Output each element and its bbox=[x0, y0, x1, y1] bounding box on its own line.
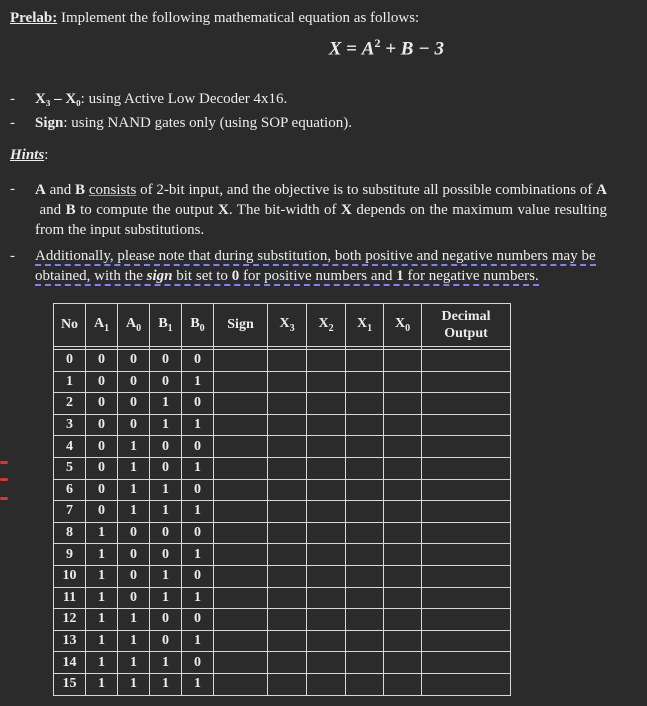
empty-output-cell bbox=[384, 587, 422, 609]
empty-output-cell bbox=[307, 371, 346, 393]
empty-output-cell bbox=[268, 609, 307, 631]
empty-output-cell bbox=[384, 652, 422, 674]
empty-output-cell bbox=[268, 501, 307, 523]
empty-output-cell bbox=[268, 393, 307, 415]
equation-a: A bbox=[361, 38, 375, 60]
equation-rest: + B − 3 bbox=[380, 38, 444, 60]
cell-a0: 0 bbox=[118, 393, 150, 415]
table-row bbox=[54, 587, 511, 609]
empty-output-cell bbox=[346, 630, 384, 652]
cell-a1: 0 bbox=[86, 393, 118, 415]
hint1-x2: X bbox=[341, 202, 352, 218]
hint1-a2: A bbox=[596, 182, 607, 198]
cell-a0: 1 bbox=[118, 630, 150, 652]
empty-output-cell bbox=[422, 479, 511, 501]
empty-output-cell bbox=[346, 371, 384, 393]
hint1-rest4: depends on the maximum value resulting from the input substitutions. bbox=[35, 202, 608, 238]
empty-output-cell bbox=[307, 544, 346, 566]
equation-equals: = bbox=[341, 38, 362, 60]
empty-output-cell bbox=[214, 479, 268, 501]
empty-output-cell bbox=[268, 587, 307, 609]
empty-output-cell bbox=[307, 587, 346, 609]
header-b0: $B_0$ bbox=[182, 304, 214, 347]
hint2-one: 1 bbox=[396, 268, 404, 284]
annotation-mark bbox=[0, 497, 8, 500]
empty-output-cell bbox=[422, 630, 511, 652]
empty-output-cell bbox=[214, 522, 268, 544]
cell-a1: 0 bbox=[86, 457, 118, 479]
cell-b0: 0 bbox=[182, 652, 214, 674]
hint1-b2: B bbox=[65, 202, 76, 218]
empty-output-cell bbox=[214, 350, 268, 372]
hint2-t3: for positive numbers and bbox=[239, 268, 397, 284]
prelab-text: Implement the following mathematical equation as follows: bbox=[57, 10, 420, 26]
table-row bbox=[54, 479, 511, 501]
bullet-dash: - bbox=[10, 91, 15, 107]
empty-output-cell bbox=[384, 609, 422, 631]
empty-output-cell bbox=[268, 565, 307, 587]
empty-output-cell bbox=[422, 350, 511, 372]
empty-output-cell bbox=[422, 522, 511, 544]
header-decimal-output: Decimal Output bbox=[422, 304, 511, 347]
empty-output-cell bbox=[346, 587, 384, 609]
hint2-text bbox=[35, 248, 596, 286]
empty-output-cell bbox=[214, 457, 268, 479]
equation-lhs: X bbox=[328, 38, 342, 60]
cell-b1: 0 bbox=[150, 630, 182, 652]
empty-output-cell bbox=[214, 544, 268, 566]
cell-b0: 0 bbox=[182, 393, 214, 415]
cell-b0: 1 bbox=[182, 630, 214, 652]
cell-b0: 1 bbox=[182, 371, 214, 393]
header-sign: Sign bbox=[214, 304, 268, 347]
cell-no: 12 bbox=[54, 609, 86, 631]
empty-output-cell bbox=[346, 501, 384, 523]
cell-a0: 0 bbox=[118, 371, 150, 393]
cell-b1: 1 bbox=[150, 393, 182, 415]
empty-output-cell bbox=[422, 371, 511, 393]
empty-output-cell bbox=[346, 609, 384, 631]
empty-output-cell bbox=[384, 393, 422, 415]
empty-output-cell bbox=[307, 630, 346, 652]
empty-output-cell bbox=[214, 414, 268, 436]
cell-a0: 1 bbox=[118, 457, 150, 479]
empty-output-cell bbox=[268, 436, 307, 458]
cell-a0: 1 bbox=[118, 609, 150, 631]
empty-output-cell bbox=[384, 522, 422, 544]
cell-no: 10 bbox=[54, 565, 86, 587]
hints-colon: : bbox=[44, 147, 49, 163]
empty-output-cell bbox=[422, 652, 511, 674]
empty-output-cell bbox=[214, 436, 268, 458]
cell-b1: 1 bbox=[150, 479, 182, 501]
header-a1: $A_1$ bbox=[86, 304, 118, 347]
cell-b1: 0 bbox=[150, 350, 182, 372]
cell-b1: 1 bbox=[150, 673, 182, 695]
cell-b1: 0 bbox=[150, 544, 182, 566]
cell-no: 9 bbox=[54, 544, 86, 566]
empty-output-cell bbox=[422, 393, 511, 415]
cell-b0: 0 bbox=[182, 436, 214, 458]
cell-a1: 1 bbox=[86, 522, 118, 544]
empty-output-cell bbox=[384, 630, 422, 652]
empty-output-cell bbox=[384, 544, 422, 566]
cell-no: 6 bbox=[54, 479, 86, 501]
cell-a0: 0 bbox=[118, 414, 150, 436]
empty-output-cell bbox=[307, 350, 346, 372]
empty-output-cell bbox=[346, 673, 384, 695]
table-row bbox=[54, 350, 511, 372]
cell-a0: 1 bbox=[118, 673, 150, 695]
empty-output-cell bbox=[307, 393, 346, 415]
prelab-heading bbox=[10, 8, 419, 28]
bullet-bold: Sign bbox=[35, 115, 64, 131]
cell-no: 15 bbox=[54, 673, 86, 695]
cell-a1: 1 bbox=[86, 609, 118, 631]
empty-output-cell bbox=[214, 371, 268, 393]
cell-a1: 0 bbox=[86, 371, 118, 393]
cell-no: 7 bbox=[54, 501, 86, 523]
cell-b1: 0 bbox=[150, 522, 182, 544]
hint1-paragraph bbox=[35, 180, 607, 240]
cell-no: 13 bbox=[54, 630, 86, 652]
empty-output-cell bbox=[384, 565, 422, 587]
hints-heading bbox=[10, 147, 48, 164]
hint1-a: A bbox=[35, 182, 46, 198]
cell-b0: 0 bbox=[182, 609, 214, 631]
cell-b0: 1 bbox=[182, 414, 214, 436]
cell-b0: 1 bbox=[182, 673, 214, 695]
cell-a0: 1 bbox=[118, 501, 150, 523]
cell-no: 4 bbox=[54, 436, 86, 458]
empty-output-cell bbox=[268, 630, 307, 652]
empty-output-cell bbox=[346, 414, 384, 436]
table-header-row bbox=[54, 304, 511, 347]
empty-output-cell bbox=[346, 350, 384, 372]
cell-no: 8 bbox=[54, 522, 86, 544]
cell-a0: 0 bbox=[118, 544, 150, 566]
prelab-label: Prelab: bbox=[10, 10, 58, 26]
table-row bbox=[54, 652, 511, 674]
empty-output-cell bbox=[268, 414, 307, 436]
empty-output-cell bbox=[268, 673, 307, 695]
cell-a1: 1 bbox=[86, 652, 118, 674]
empty-output-cell bbox=[384, 501, 422, 523]
empty-output-cell bbox=[214, 393, 268, 415]
header-x0: $X_0$ bbox=[384, 304, 422, 347]
table-row bbox=[54, 609, 511, 631]
header-a0: $A_0$ bbox=[118, 304, 150, 347]
cell-a1: 0 bbox=[86, 479, 118, 501]
empty-output-cell bbox=[268, 652, 307, 674]
empty-output-cell bbox=[422, 501, 511, 523]
empty-output-cell bbox=[422, 414, 511, 436]
empty-output-cell bbox=[346, 522, 384, 544]
header-x3: $X_3$ bbox=[268, 304, 307, 347]
table-row bbox=[54, 457, 511, 479]
cell-a0: 0 bbox=[118, 587, 150, 609]
empty-output-cell bbox=[307, 501, 346, 523]
empty-output-cell bbox=[307, 436, 346, 458]
header-no: No bbox=[54, 304, 86, 347]
cell-a1: 0 bbox=[86, 350, 118, 372]
empty-output-cell bbox=[268, 522, 307, 544]
equation bbox=[329, 36, 444, 60]
bullet-bold: X₃ – X₀ bbox=[35, 91, 81, 107]
table-row bbox=[54, 565, 511, 587]
cell-a0: 1 bbox=[118, 652, 150, 674]
hint1-x: X bbox=[217, 202, 229, 218]
empty-output-cell bbox=[422, 565, 511, 587]
cell-a0: 0 bbox=[118, 565, 150, 587]
cell-b1: 0 bbox=[150, 436, 182, 458]
cell-a1: 1 bbox=[86, 587, 118, 609]
table-row bbox=[54, 544, 511, 566]
empty-output-cell bbox=[384, 436, 422, 458]
cell-a1: 0 bbox=[86, 501, 118, 523]
cell-b1: 0 bbox=[150, 371, 182, 393]
empty-output-cell bbox=[268, 371, 307, 393]
cell-no: 1 bbox=[54, 371, 86, 393]
empty-output-cell bbox=[214, 652, 268, 674]
cell-no: 2 bbox=[54, 393, 86, 415]
cell-b1: 0 bbox=[150, 457, 182, 479]
empty-output-cell bbox=[268, 457, 307, 479]
bullet-text: : using NAND gates only (using SOP equation). bbox=[63, 115, 352, 131]
empty-output-cell bbox=[307, 414, 346, 436]
bullet-text: : using Active Low Decoder 4x16. bbox=[80, 91, 288, 107]
empty-output-cell bbox=[307, 652, 346, 674]
hint1-rest2: to compute the output bbox=[75, 202, 218, 218]
cell-b1: 0 bbox=[150, 609, 182, 631]
cell-a1: 0 bbox=[86, 414, 118, 436]
cell-b1: 1 bbox=[150, 587, 182, 609]
empty-output-cell bbox=[422, 673, 511, 695]
truth-table bbox=[53, 303, 511, 696]
empty-output-cell bbox=[307, 673, 346, 695]
empty-output-cell bbox=[422, 587, 511, 609]
hint2-t4: for negative numbers. bbox=[403, 268, 539, 284]
hint1-and1: and bbox=[45, 182, 76, 198]
cell-no: 5 bbox=[54, 457, 86, 479]
empty-output-cell bbox=[346, 544, 384, 566]
empty-output-cell bbox=[214, 565, 268, 587]
cell-a0: 0 bbox=[118, 522, 150, 544]
hint1-consists: consists bbox=[88, 182, 137, 198]
empty-output-cell bbox=[422, 544, 511, 566]
bullet-decoder bbox=[10, 89, 287, 109]
cell-no: 0 bbox=[54, 350, 86, 372]
cell-a0: 1 bbox=[118, 479, 150, 501]
cell-a1: 1 bbox=[86, 673, 118, 695]
cell-b0: 1 bbox=[182, 544, 214, 566]
hints-label: Hints bbox=[10, 147, 45, 163]
cell-b1: 1 bbox=[150, 652, 182, 674]
cell-a0: 0 bbox=[118, 350, 150, 372]
empty-output-cell bbox=[346, 457, 384, 479]
empty-output-cell bbox=[268, 544, 307, 566]
table-row bbox=[54, 522, 511, 544]
cell-a0: 1 bbox=[118, 436, 150, 458]
empty-output-cell bbox=[384, 371, 422, 393]
empty-output-cell bbox=[346, 479, 384, 501]
table-row bbox=[54, 436, 511, 458]
empty-output-cell bbox=[422, 457, 511, 479]
empty-output-cell bbox=[346, 436, 384, 458]
empty-output-cell bbox=[214, 630, 268, 652]
empty-output-cell bbox=[307, 522, 346, 544]
cell-b0: 0 bbox=[182, 565, 214, 587]
bullet-sign bbox=[10, 113, 352, 133]
table-row bbox=[54, 414, 511, 436]
hint1-b: B bbox=[75, 182, 86, 198]
empty-output-cell bbox=[422, 436, 511, 458]
empty-output-cell bbox=[268, 479, 307, 501]
cell-b0: 1 bbox=[182, 457, 214, 479]
cell-b0: 1 bbox=[182, 501, 214, 523]
hint2-t1: Additionally, please note that during substitution, both positive and negative numbers may be obtained, with the bbox=[35, 248, 596, 284]
cell-b0: 0 bbox=[182, 479, 214, 501]
table-row bbox=[54, 393, 511, 415]
empty-output-cell bbox=[384, 457, 422, 479]
table-row bbox=[54, 371, 511, 393]
empty-output-cell bbox=[346, 565, 384, 587]
header-x2: $X_2$ bbox=[307, 304, 346, 347]
empty-output-cell bbox=[214, 501, 268, 523]
cell-b1: 1 bbox=[150, 414, 182, 436]
empty-output-cell bbox=[307, 457, 346, 479]
hint2-paragraph bbox=[35, 246, 607, 286]
empty-output-cell bbox=[384, 350, 422, 372]
cell-a1: 1 bbox=[86, 565, 118, 587]
header-b1: $B_1$ bbox=[150, 304, 182, 347]
header-x1: $X_1$ bbox=[346, 304, 384, 347]
hint2-zero: 0 bbox=[231, 268, 240, 284]
empty-output-cell bbox=[268, 350, 307, 372]
equation-exponent: 2 bbox=[374, 36, 381, 50]
bullet-dash: - bbox=[10, 115, 15, 131]
hint1-dash: - bbox=[10, 181, 15, 197]
empty-output-cell bbox=[346, 393, 384, 415]
cell-b0: 0 bbox=[182, 522, 214, 544]
empty-output-cell bbox=[422, 609, 511, 631]
hint2-t2: bit set to bbox=[172, 268, 232, 284]
cell-a1: 0 bbox=[86, 436, 118, 458]
empty-output-cell bbox=[346, 652, 384, 674]
table-row bbox=[54, 501, 511, 523]
empty-output-cell bbox=[307, 479, 346, 501]
empty-output-cell bbox=[384, 414, 422, 436]
hint2-sign: sign bbox=[146, 268, 173, 284]
hint1-rest3: . The bit-width of bbox=[228, 202, 342, 218]
table-row bbox=[54, 673, 511, 695]
empty-output-cell bbox=[384, 479, 422, 501]
hint2-dash: - bbox=[10, 248, 15, 264]
hint1-and2: and bbox=[35, 202, 66, 218]
annotation-mark bbox=[0, 478, 8, 481]
annotation-mark bbox=[0, 461, 8, 464]
cell-no: 11 bbox=[54, 587, 86, 609]
cell-a1: 1 bbox=[86, 544, 118, 566]
empty-output-cell bbox=[384, 673, 422, 695]
hint1-rest1: of 2-bit input, and the objective is to substitute all possible combinations of bbox=[136, 182, 597, 198]
cell-a1: 1 bbox=[86, 630, 118, 652]
cell-b0: 1 bbox=[182, 587, 214, 609]
cell-b1: 1 bbox=[150, 565, 182, 587]
cell-b0: 0 bbox=[182, 350, 214, 372]
table-row bbox=[54, 630, 511, 652]
empty-output-cell bbox=[307, 565, 346, 587]
empty-output-cell bbox=[214, 587, 268, 609]
empty-output-cell bbox=[214, 673, 268, 695]
cell-b1: 1 bbox=[150, 501, 182, 523]
empty-output-cell bbox=[307, 609, 346, 631]
empty-output-cell bbox=[214, 609, 268, 631]
cell-no: 3 bbox=[54, 414, 86, 436]
cell-no: 14 bbox=[54, 652, 86, 674]
